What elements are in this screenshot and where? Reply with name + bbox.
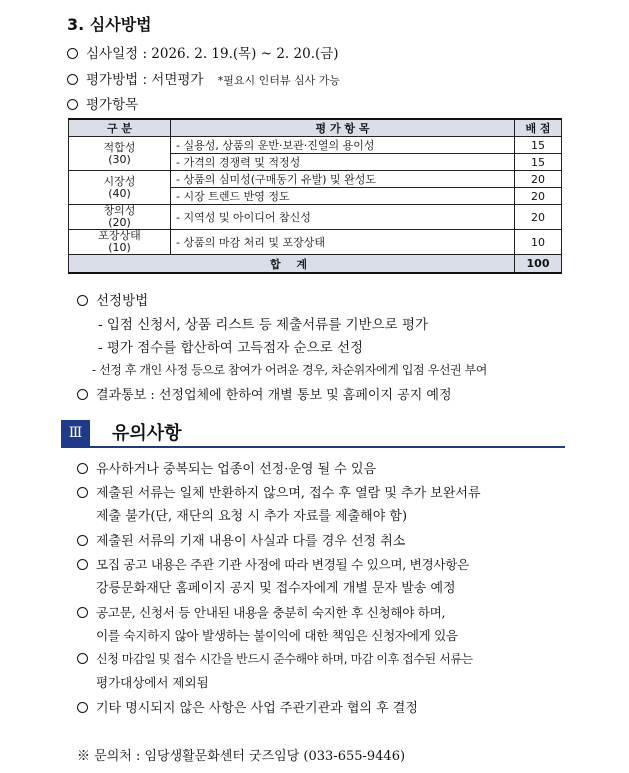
criteria-line <box>67 93 138 113</box>
note-text: 유사하거나 중복되는 업종이 선정·운영 될 수 있음 <box>96 462 377 477</box>
note-continuation: 평가대상에서 제외됨 <box>96 675 209 690</box>
total-row <box>69 255 562 274</box>
item-cell: - 시장 트렌드 반영 정도 <box>171 188 515 205</box>
note-continuation: 제출 불가(단, 재단의 요청 시 추가 자료를 제출해야 함) <box>96 509 408 524</box>
selection-label: 선정방법 <box>96 293 149 309</box>
schedule-line <box>67 42 339 62</box>
note-text: 신청 마감일 및 접수 시간을 반드시 준수해야 하며, 마감 이후 접수된 서류는 <box>96 652 473 666</box>
circle-bullet-icon <box>67 99 78 110</box>
circle-bullet-icon <box>77 295 88 306</box>
method-note: *필요시 인터뷰 심사 가능 <box>217 74 341 87</box>
category-cell <box>69 137 171 171</box>
category-points: (20) <box>108 216 131 229</box>
circle-bullet-icon <box>77 653 88 664</box>
category-cell <box>69 205 171 230</box>
note-item <box>77 602 445 621</box>
item-cell: - 지역성 및 아이디어 참신성 <box>171 205 515 230</box>
schedule-text: 심사일정 : 2026. 2. 19.(목) ~ 2. 20.(금) <box>86 46 339 62</box>
section-heading: 3. 심사방법 <box>67 15 152 34</box>
note-text: 모집 공고 내용은 주관 기관 사정에 따라 변경될 수 있으며, 변경사항은 <box>96 557 469 572</box>
circle-bullet-icon <box>77 535 88 546</box>
category-points: (40) <box>108 186 131 200</box>
score-cell: 20 <box>515 188 562 205</box>
item-cell: - 상품의 심미성(구매동기 유발) 및 완성도 <box>171 171 515 188</box>
selection-item: - 평가 점수를 합산하여 고득점자 순으로 선정 <box>98 340 364 356</box>
category-name: 창의성 <box>103 204 136 217</box>
table-row <box>69 230 562 255</box>
total-label: 합 계 <box>69 255 515 274</box>
note-item <box>77 458 376 477</box>
table-row <box>69 171 562 188</box>
item-cell: - 실용성, 상품의 운반·보관·진열의 용이성 <box>171 137 515 154</box>
circle-bullet-icon <box>77 463 88 474</box>
section-number-badge: Ⅲ <box>61 420 90 446</box>
category-name: 시장성 <box>103 174 136 188</box>
note-item <box>77 482 481 501</box>
note-continuation: 강릉문화재단 홈페이지 공지 및 접수자에게 개별 문자 발송 예정 <box>96 581 456 596</box>
circle-bullet-icon <box>77 389 88 400</box>
header-category: 구 분 <box>69 119 171 137</box>
circle-bullet-icon <box>77 487 88 498</box>
note-item <box>77 650 473 667</box>
evaluation-table <box>68 118 562 274</box>
total-score: 100 <box>515 255 562 274</box>
category-name: 적합성 <box>103 140 136 154</box>
category-cell <box>69 171 171 205</box>
score-cell: 10 <box>515 230 562 255</box>
result-text: 결과통보 : 선정업체에 한하여 개별 통보 및 홈페이지 공지 예정 <box>96 388 452 403</box>
note-text: 제출된 서류의 기재 내용이 사실과 다를 경우 선정 취소 <box>96 534 406 549</box>
method-text: 평가방법 : 서면평가 <box>86 72 204 88</box>
section-divider <box>61 446 565 448</box>
criteria-label: 평가항목 <box>86 97 139 113</box>
note-text: 제출된 서류는 일체 반환하지 않으며, 접수 후 열람 및 추가 보완서류 <box>96 486 481 501</box>
category-cell <box>69 230 171 255</box>
note-item <box>77 697 418 716</box>
note-continuation: 이를 숙지하지 않아 발생하는 불이익에 대한 책임은 신청자에게 있음 <box>96 628 458 643</box>
header-items: 평 가 항 목 <box>171 119 515 137</box>
table-row <box>69 137 562 154</box>
circle-bullet-icon <box>77 702 88 713</box>
score-cell: 15 <box>515 154 562 171</box>
score-cell: 20 <box>515 171 562 188</box>
category-points: (30) <box>108 152 131 166</box>
contact-line: ※ 문의처 : 임당생활문화센터 굿즈임당 (033-655-9446) <box>77 749 406 764</box>
item-cell: - 상품의 마감 처리 및 포장상태 <box>171 230 515 255</box>
category-points: (10) <box>108 241 131 254</box>
category-name: 포장상태 <box>98 229 141 242</box>
result-line <box>77 384 452 403</box>
item-cell: - 가격의 경쟁력 및 적정성 <box>171 154 515 171</box>
circle-bullet-icon <box>77 559 88 570</box>
section-title: 유의사항 <box>112 423 182 444</box>
score-cell: 15 <box>515 137 562 154</box>
circle-bullet-icon <box>77 607 88 618</box>
circle-bullet-icon <box>67 74 78 85</box>
score-cell: 20 <box>515 205 562 230</box>
note-text: 기타 명시되지 않은 사항은 사업 주관기관과 협의 후 결정 <box>96 701 418 716</box>
note-item <box>77 554 469 573</box>
table-row <box>69 205 562 230</box>
method-line <box>67 68 340 88</box>
selection-item: - 선정 후 개인 사정 등으로 참여가 어려운 경우, 차순위자에게 입점 우선권 부여 <box>92 363 487 377</box>
selection-line <box>77 289 148 309</box>
note-item <box>77 530 405 549</box>
circle-bullet-icon <box>67 48 78 59</box>
note-text: 공고문, 신청서 등 안내된 내용을 충분히 숙지한 후 신청해야 하며, <box>96 605 446 620</box>
selection-item: - 입점 신청서, 상품 리스트 등 제출서류를 기반으로 평가 <box>98 317 429 333</box>
header-score: 배 점 <box>515 119 562 137</box>
